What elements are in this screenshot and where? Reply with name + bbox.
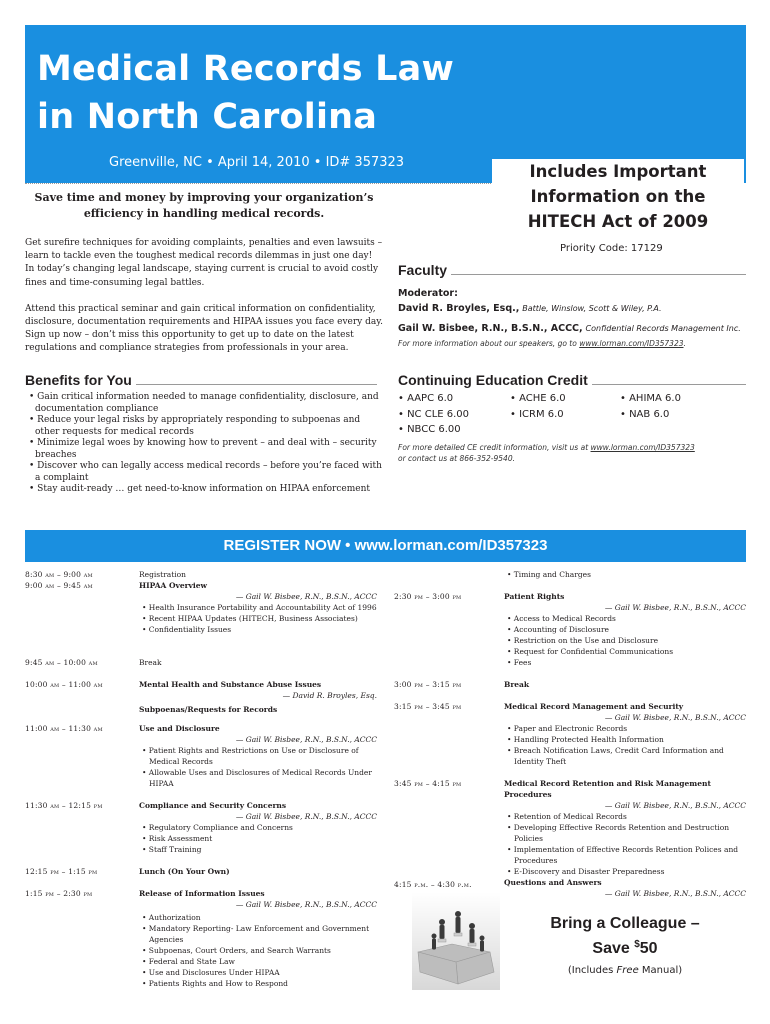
intro-paragraph-2: Attend this practical seminar and gain critical information on confidentiality, disclosure, documentation requirements and HIPAA issues you face every day. Sign up now – don’t miss this opportunity to get up to date on the latest regulations and compliance strategies from professionals in your area. xyxy=(25,303,383,354)
ce-credit: • ICRM 6.0 xyxy=(510,408,564,420)
session-body xyxy=(504,877,746,899)
session-topics xyxy=(504,613,746,668)
list-item: • Implementation of Effective Records Retention Polices and Procedures xyxy=(507,845,739,865)
session-speaker: — Gail W. Bisbee, R.N., B.S.N., ACCC xyxy=(604,603,746,612)
ce-credit: • NAB 6.0 xyxy=(620,408,670,420)
faculty-heading xyxy=(398,262,746,278)
moderator-label: Moderator: xyxy=(398,288,458,299)
list-item: • Access to Medical Records xyxy=(507,614,616,623)
session-topics xyxy=(504,723,746,767)
ce-credit: • NC CLE 6.00 xyxy=(398,408,470,420)
ce-credit: • NBCC 6.00 xyxy=(398,424,461,435)
list-item: • Mandatory Reporting- Law Enforcement and Government Agencies xyxy=(142,924,370,944)
priority-code: Priority Code: 17129 xyxy=(560,243,663,254)
list-item: • Retention of Medical Records xyxy=(507,812,627,821)
promo-line3-em: Free xyxy=(616,965,639,976)
session-title: Questions and Answers xyxy=(504,878,602,887)
faculty-note-prefix: For more information about our speakers, go to xyxy=(398,339,577,348)
session-time: 2:30 pm – 3:00 pm xyxy=(394,592,462,601)
list-item: • Paper and Electronic Records xyxy=(507,724,628,733)
benefits-heading-text: Benefits for You xyxy=(25,372,132,388)
list-item: • Subpoenas, Court Orders, and Search Warrants xyxy=(142,946,331,955)
session-speaker: — David R. Broyles, Esq. xyxy=(282,691,377,700)
list-item: • Risk Assessment xyxy=(142,834,213,843)
faculty-note-suffix: . xyxy=(683,339,686,348)
people-on-puzzle-image xyxy=(412,892,500,990)
bring-colleague-promo xyxy=(504,905,746,983)
promo-line1: Bring a Colleague – xyxy=(550,915,700,932)
session-topics xyxy=(139,912,377,989)
hitech-line2: Information on the xyxy=(530,187,706,206)
list-item: • Restriction on the Use and Disclosure xyxy=(507,636,659,645)
list-item: • Patient Rights and Restrictions on Use or Disclosure of Medical Records xyxy=(142,746,359,766)
ce-credit: • AHIMA 6.0 xyxy=(620,393,681,404)
session-topics xyxy=(139,822,377,855)
intro-paragraph-1: Get surefire techniques for avoiding complaints, penalties and even lawsuits – learn to tackle even the toughest medical records dilemmas in just one day! In today’s changing legal landscape, staying current is crucial to avoid costly fines and time-consuming legal battles. xyxy=(25,238,383,288)
speaker-2 xyxy=(398,323,746,335)
ce-credit: • ACHE 6.0 xyxy=(510,393,566,404)
list-item: • E-Discovery and Disaster Preparedness xyxy=(507,867,665,876)
ce-heading-text: Continuing Education Credit xyxy=(398,372,588,388)
list-item: • Recent HIPAA Updates (HITECH, Business Associates) xyxy=(142,614,358,623)
register-banner[interactable]: REGISTER NOW • www.lorman.com/ID357323 xyxy=(25,530,746,562)
session-time: 11:30 am – 12:15 pm xyxy=(25,801,103,810)
list-item: • Confidentiality Issues xyxy=(142,625,232,634)
list-item: • Patients Rights and How to Respond xyxy=(142,979,288,988)
session-speaker: — Gail W. Bisbee, R.N., B.S.N., ACCC xyxy=(235,735,377,744)
heading-rule xyxy=(592,384,746,385)
ce-heading xyxy=(398,372,746,388)
session-time: 3:15 pm – 3:45 pm xyxy=(394,702,462,711)
list-item: • Handling Protected Health Information xyxy=(507,735,664,744)
promo-amount: 50 xyxy=(639,940,658,957)
session-time: 3:00 pm – 3:15 pm xyxy=(394,680,462,689)
faculty-section xyxy=(398,288,746,350)
ce-note-suffix: or contact us at 866-352-9540. xyxy=(398,454,515,463)
heading-rule xyxy=(451,274,746,275)
list-item: • Staff Training xyxy=(142,845,202,854)
list-item: • Allowable Uses and Disclosures of Medical Records Under HIPAA xyxy=(142,768,372,788)
list-item: • Developing Effective Records Retention and Destruction Policies xyxy=(507,823,730,843)
session-body xyxy=(139,679,377,715)
session-time: 3:45 pm – 4:15 pm xyxy=(394,779,462,788)
schedule-right xyxy=(394,569,746,899)
session-body xyxy=(139,723,377,789)
speaker-1-affiliation: Battle, Winslow, Scott & Wiley, P.A. xyxy=(522,304,662,313)
divider xyxy=(25,183,491,184)
ce-credits xyxy=(398,391,746,438)
session-speaker: — Gail W. Bisbee, R.N., B.S.N., ACCC xyxy=(604,713,746,722)
speaker-2-name: Gail W. Bisbee, R.N., B.S.N., ACCC, xyxy=(398,323,583,334)
event-subtitle: Greenville, NC • April 14, 2010 • ID# 357323 xyxy=(109,155,405,170)
promo-line2 xyxy=(504,934,746,959)
promo-line3-suffix: Manual) xyxy=(638,965,683,976)
session-topics xyxy=(139,602,377,635)
list-item: • Minimize legal woes by knowing how to prevent – and deal with – security breaches xyxy=(29,438,377,460)
list-item: • Regulatory Compliance and Concerns xyxy=(142,823,293,832)
session-time: 10:00 am – 11:00 am xyxy=(25,680,103,689)
list-item: • Use and Disclosures Under HIPAA xyxy=(142,968,280,977)
schedule-left xyxy=(25,569,383,1009)
speaker-1 xyxy=(398,303,746,315)
list-item: • Request for Confidential Communications xyxy=(507,647,674,656)
faculty-heading-text: Faculty xyxy=(398,262,448,278)
session-body xyxy=(139,888,377,989)
list-item: • Authorization xyxy=(142,913,201,922)
session-speaker: — Gail W. Bisbee, R.N., B.S.N., ACCC xyxy=(604,801,746,810)
session-title: Lunch (On Your Own) xyxy=(139,867,230,876)
ce-credit: • AAPC 6.0 xyxy=(398,393,454,404)
promo-currency: $ xyxy=(634,939,640,950)
faculty-note xyxy=(398,338,746,350)
page-title xyxy=(37,45,454,141)
session-time: 12:15 pm – 1:15 pm xyxy=(25,867,98,876)
session-title: Registration xyxy=(139,570,186,579)
session-body xyxy=(139,569,377,635)
list-item: • Federal and State Law xyxy=(142,957,235,966)
ce-note-prefix: For more detailed CE credit information, visit us at xyxy=(398,443,589,452)
speaker-2-affiliation: Confidential Records Management Inc. xyxy=(585,324,741,333)
session-title: Mental Health and Substance Abuse Issues xyxy=(139,680,322,689)
page-title-line2: in North Carolina xyxy=(37,97,378,137)
session-speaker: — Gail W. Bisbee, R.N., B.S.N., ACCC xyxy=(235,592,377,601)
tagline: Save time and money by improving your organization’s efficiency in handling medical records. xyxy=(34,191,374,220)
session-title: Subpoenas/Requests for Records xyxy=(139,705,278,714)
session-time: 8:30 am – 9:00 am xyxy=(25,570,93,579)
session-time: 1:15 pm – 2:30 pm xyxy=(25,889,93,898)
session-topics xyxy=(504,569,746,580)
hitech-line1: Includes Important xyxy=(529,162,707,181)
session-time: 9:00 am – 9:45 am xyxy=(25,581,93,590)
session-title: Break xyxy=(139,658,162,667)
heading-rule xyxy=(136,384,377,385)
session-time: 4:15 p.m. – 4:30 p.m. xyxy=(394,880,472,889)
list-item: • Health Insurance Portability and Accountability Act of 1996 xyxy=(142,603,377,612)
session-speaker: — Gail W. Bisbee, R.N., B.S.N., ACCC xyxy=(604,889,746,898)
speaker-1-name: David R. Broyles, Esq., xyxy=(398,303,520,314)
session-speaker: — Gail W. Bisbee, R.N., B.S.N., ACCC xyxy=(235,900,377,909)
intro-text xyxy=(25,237,383,369)
session-time: 9:45 am – 10:00 am xyxy=(25,658,98,667)
session-title: Release of Information Issues xyxy=(139,889,265,898)
hitech-callout xyxy=(492,159,744,234)
session-body xyxy=(504,701,746,767)
list-item: • Accounting of Disclosure xyxy=(507,625,609,634)
faculty-note-link[interactable]: www.lorman.com/ID357323 xyxy=(579,339,684,348)
session-speaker: — Gail W. Bisbee, R.N., B.S.N., ACCC xyxy=(235,812,377,821)
benefits-list xyxy=(25,392,383,496)
ce-note-link[interactable]: www.lorman.com/ID357323 xyxy=(590,443,695,452)
list-item: • Breach Notification Laws, Credit Card Information and Identity Theft xyxy=(507,746,724,766)
session-title: Medical Record Retention and Risk Management Procedures xyxy=(504,779,711,799)
promo-line3 xyxy=(504,965,746,976)
list-item: • Discover who can legally access medical records – before you’re faced with a complaint xyxy=(29,461,382,483)
list-item: • Stay audit-ready … get need-to-know information on HIPAA enforcement xyxy=(29,484,370,494)
promo-line3-prefix: (Includes xyxy=(567,965,617,976)
session-title: Compliance and Security Concerns xyxy=(139,801,287,810)
promo-save-text: Save xyxy=(592,940,635,957)
session-topics xyxy=(139,745,377,789)
session-body xyxy=(504,778,746,877)
benefits-heading xyxy=(25,372,377,388)
session-title: Break xyxy=(504,680,530,689)
session-title: Medical Record Management and Security xyxy=(504,702,684,711)
hitech-line3: HITECH Act of 2009 xyxy=(527,212,709,231)
list-item: • Gain critical information needed to manage confidentiality, disclosure, and documentation compliance xyxy=(29,392,379,414)
session-title: Patient Rights xyxy=(504,592,565,601)
session-topics xyxy=(504,811,746,877)
session-body xyxy=(139,800,377,855)
ce-note xyxy=(398,442,746,464)
session-title: Use and Disclosure xyxy=(139,724,220,733)
session-title: HIPAA Overview xyxy=(139,581,207,590)
session-time: 11:00 am – 11:30 am xyxy=(25,724,103,733)
session-body xyxy=(504,591,746,668)
list-item: • Fees xyxy=(507,658,532,667)
page-title-line1: Medical Records Law xyxy=(37,49,455,89)
list-item: • Timing and Charges xyxy=(507,570,591,579)
list-item: • Reduce your legal risks by appropriately responding to subpoenas and other requests for medical records xyxy=(29,415,361,437)
